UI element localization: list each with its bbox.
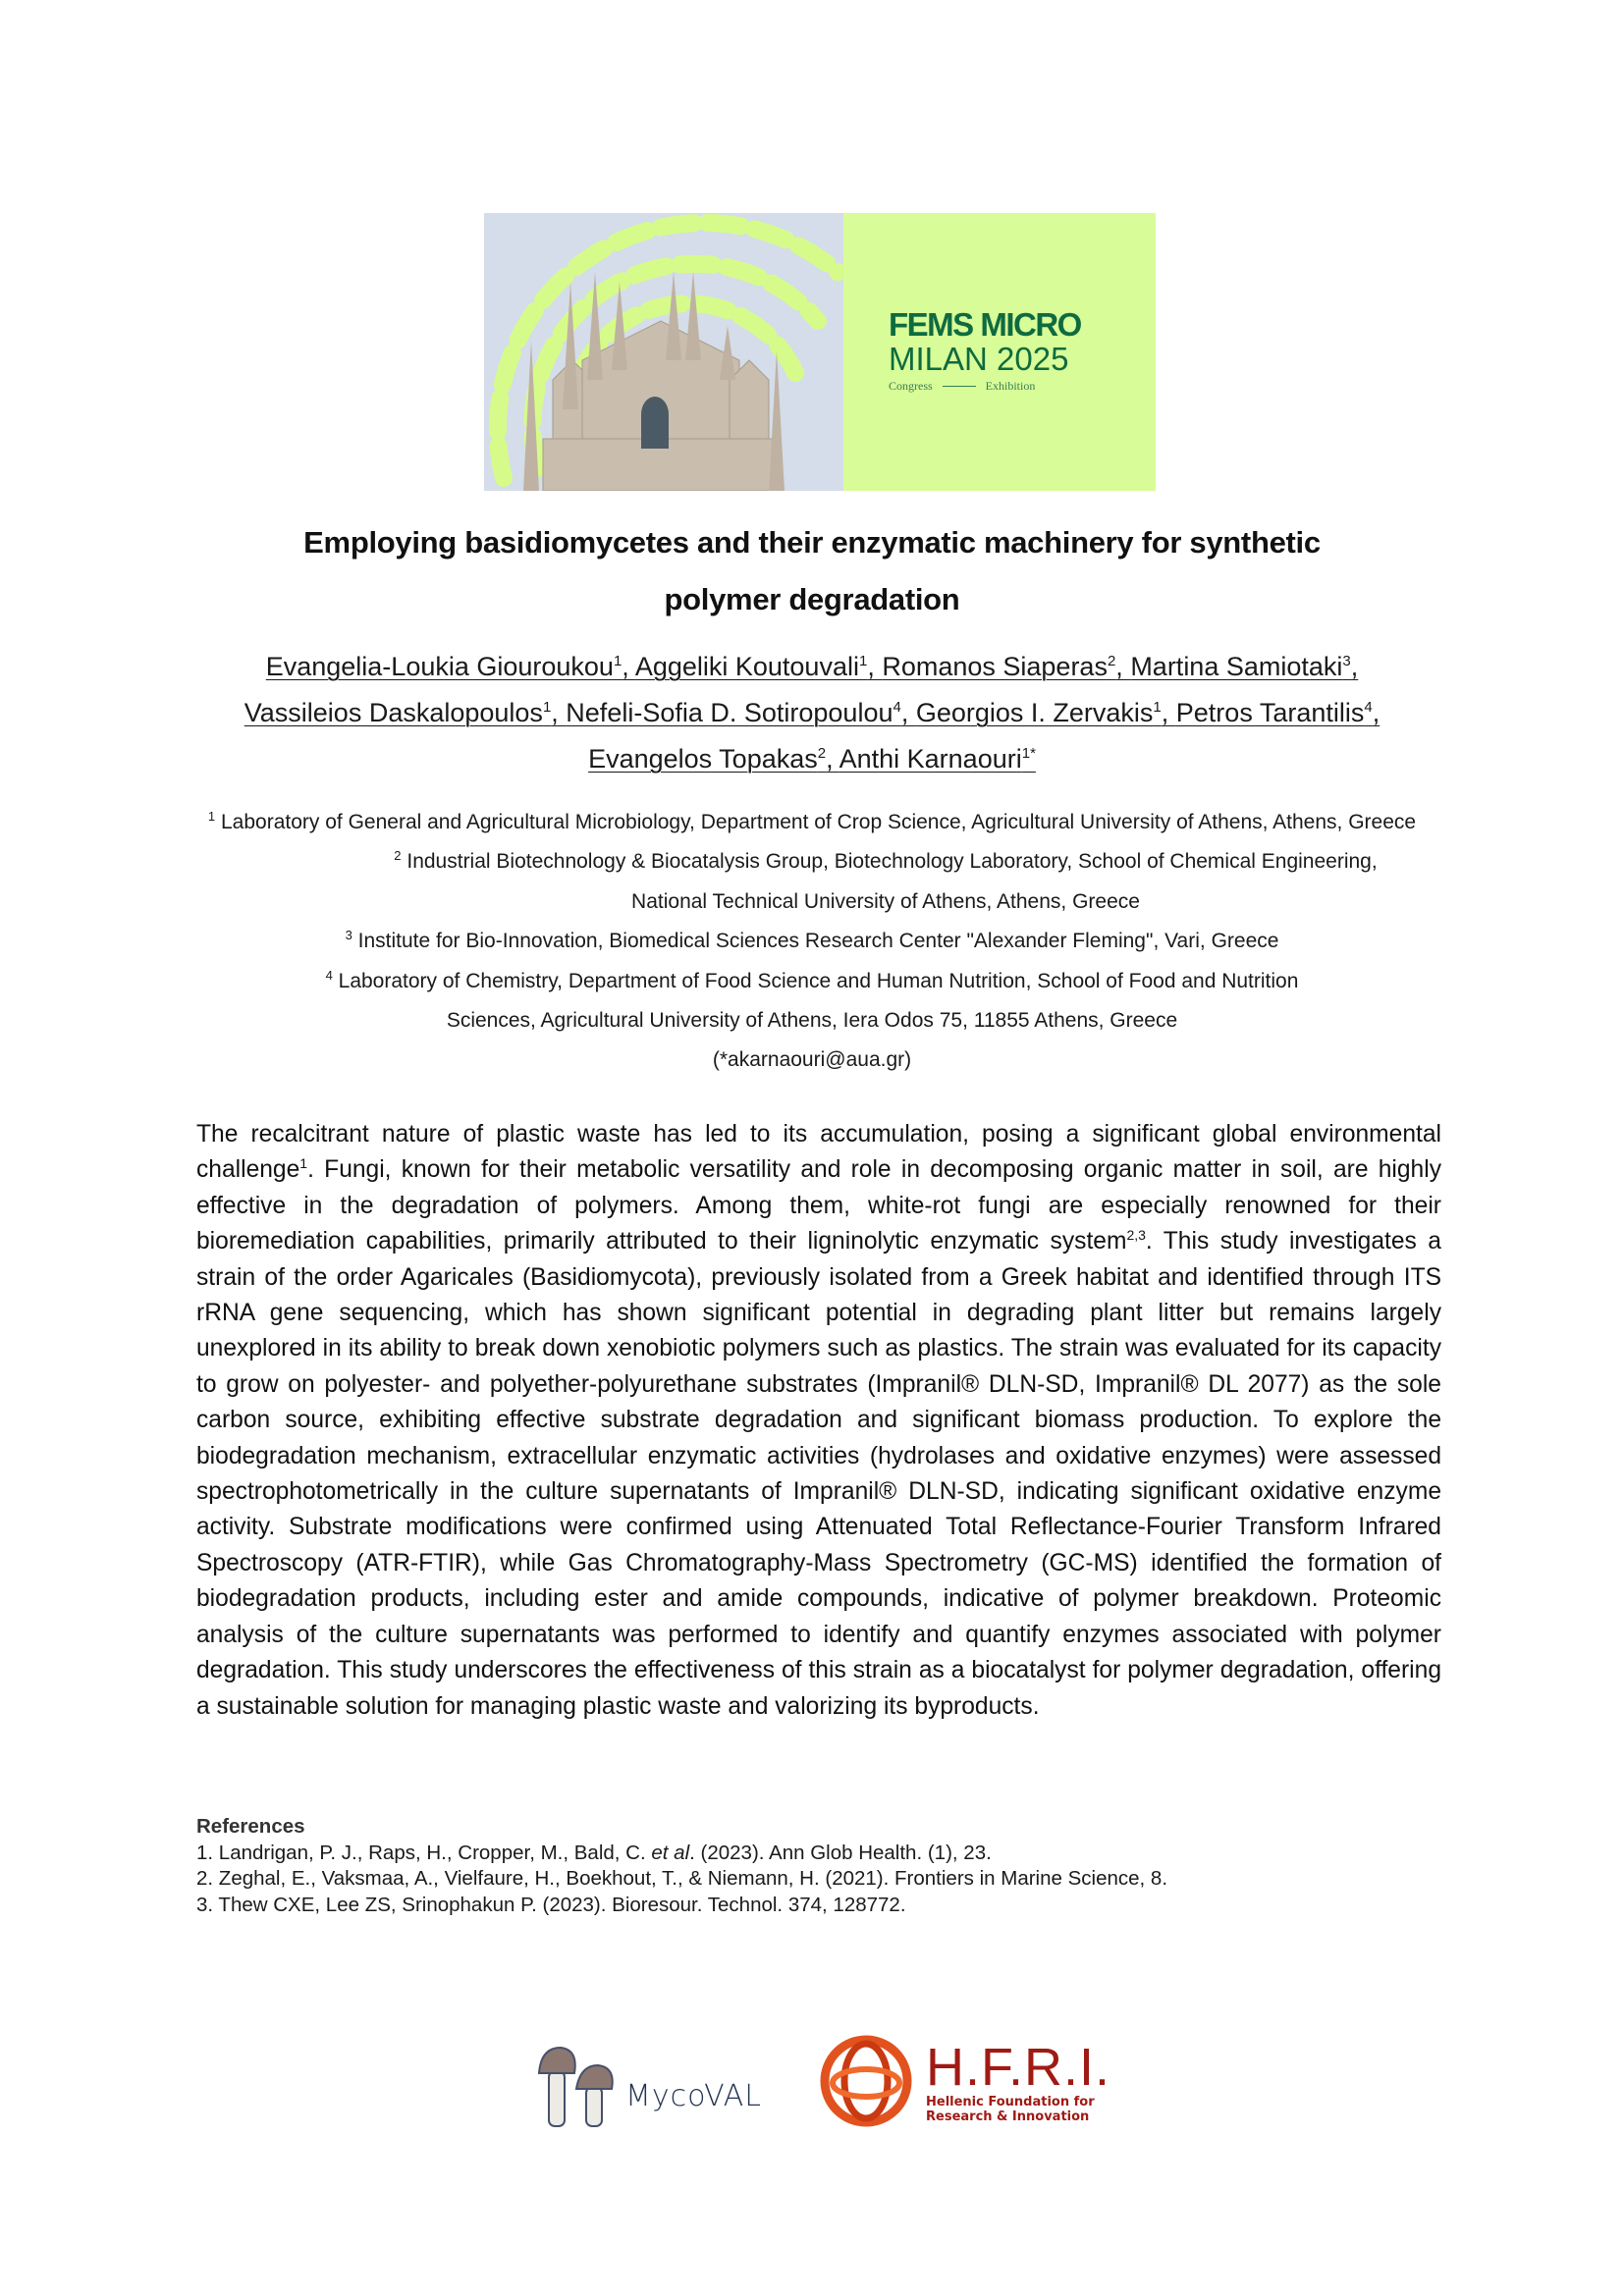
- references-heading: References: [196, 1815, 305, 1838]
- author-koutouvali: Aggeliki Koutouvali$^1$,: [634, 652, 883, 681]
- mycoval-logo: [535, 2042, 790, 2130]
- affiliation-list: [187, 803, 1437, 1081]
- author-topakas: Evangelos Topakas$^2$,: [588, 744, 839, 774]
- paper-title: [147, 514, 1477, 628]
- author-tarantilis: Petros Tarantilis$^4$,: [1175, 698, 1380, 727]
- author-sotiropoulou: Nefeli-Sofia D. Sotiropoulou$^4$,: [566, 698, 916, 727]
- conference-banner: [484, 213, 1156, 491]
- author-giouroukou: Evangelia-Loukia Giouroukou$^1$,: [265, 652, 635, 681]
- title-line-1: Employing basidiomycetes and their enzymatic machinery for synthetic: [303, 525, 1321, 560]
- milan-cathedral-image: [484, 213, 843, 491]
- reference-item: 1. Landrigan, P. J., Raps, H., Cropper, M., Bald, C. et al. (2023). Ann Glob Health. (1), 23.: [196, 1841, 992, 1864]
- sponsor-logos: [535, 2032, 1124, 2140]
- author-list: [196, 644, 1428, 782]
- abstract-body: The recalcitrant nature of plastic waste has led to its accumulation, posing a significant global environmental challenge$^1$. Fungi, known for their metabolic versatility and role in decomposing organic matter in soil, are highly effective in the degradation of polymers. Among them, white-rot fungi are especially renowned for their bioremediation capabilities, primarily attributed to their ligninolytic enzymatic system$^{2,3}$. This study investigates a strain of the order Agaricales (Basidiomycota), previously isolated from a Greek habitat and identified through ITS rRNA gene sequencing, which has shown significant potential in degrading plant litter but remains largely unexplored in its ability to break down xenobiotic polymers such as plastics. The strain was evaluated for its capacity to grow on polyester- and polyether-polyurethane substrates (Impranil® DLN-SD, Impranil® DL 2077) as the sole carbon source, exhibiting effective substrate degradation and significant biomass production. To explore the biodegradation mechanism, extracellular enzymatic activities (hydrolases and oxidative enzymes) were assessed spectrophotometrically in the culture supernatants of Impranil® DLN-SD, indicating significant oxidative enzyme activity. Substrate modifications were confirmed using Attenuated Total Reflectance-Fourier Transform Infrared Spectroscopy (ATR-FTIR), while Gas Chromatography-Mass Spectrometry (GC-MS) identified the formation of biodegradation products, including ester and amide compounds, indicative of polymer breakdown. Proteomic analysis of the culture supernatants was performed to identify and quantify enzymes associated with polymer degradation. This study underscores the effectiveness of this strain as a biocatalyst for polymer degradation, offering a sustainable solution for managing plastic waste and valorizing its byproducts.: [196, 1121, 1441, 1720]
- brand-name: FEMS MICRO: [889, 306, 1081, 343]
- author-samiotaki: Martina Samiotaki$^3$,: [1130, 652, 1359, 681]
- hfri-name-line-1: Hellenic Foundation for: [926, 2095, 1095, 2109]
- brand-tagline: [889, 379, 1081, 394]
- conference-logo: [889, 308, 1081, 394]
- author-karnaouri: Anthi Karnaouri$^{1*}$: [839, 744, 1036, 774]
- affiliation-2: $^2$ Industrial Biotechnology & Biocatalysis Group, Biotechnology Laboratory, School of Chemical Engineering, National Technical University of Athens, Athens, Greece: [394, 848, 1378, 913]
- affiliation-3: $^3$ Institute for Bio-Innovation, Biomedical Sciences Research Center "Alexander Fleming", Vari, Greece: [345, 928, 1279, 953]
- reference-item: 3. Thew CXE, Lee ZS, Srinophakun P. (2023). Bioresour. Technol. 374, 128772.: [196, 1893, 906, 1916]
- mushroom-icon: [535, 2042, 625, 2130]
- title-line-2: polymer degradation: [664, 582, 960, 616]
- hfri-emblem-icon: [820, 2032, 912, 2130]
- brand-city-year: MILAN 2025: [889, 341, 1069, 377]
- citation-2-3: 2,3: [1126, 1227, 1146, 1244]
- conference-brand-panel: [843, 213, 1156, 491]
- reference-item: 2. Zeghal, E., Vaksmaa, A., Vielfaure, H., Boekhout, T., & Niemann, H. (2021). Frontiers in Marine Science, 8.: [196, 1867, 1168, 1890]
- corresponding-email[interactable]: (*akarnaouri@aua.gr): [712, 1048, 912, 1072]
- tagline-exhibition: Exhibition: [985, 379, 1036, 393]
- hfri-abbreviation: H.F.R.I.: [926, 2038, 1111, 2097]
- hfri-name-line-2: Research & Innovation: [926, 2109, 1090, 2124]
- author-zervakis: Georgios I. Zervakis$^1$,: [915, 698, 1176, 727]
- tagline-congress: Congress: [889, 379, 933, 393]
- cathedral-illustration-icon: [484, 213, 843, 491]
- affiliation-1: $^1$ Laboratory of General and Agricultural Microbiology, Department of Crop Science, Agricultural University of Athens, Athens, Greece: [207, 809, 1417, 833]
- affiliation-4: $^4$ Laboratory of Chemistry, Department of Food Science and Human Nutrition, School of Food and Nutrition Sciences, Agricultural University of Athens, Iera Odos 75, 11855 Athens, Greece: [325, 967, 1299, 1033]
- hfri-logo: [926, 2040, 1110, 2124]
- author-siaperas: Romanos Siaperas$^2$,: [882, 652, 1131, 681]
- author-daskalopoulos: Vassileios Daskalopoulos$^1$,: [244, 698, 567, 727]
- tagline-divider: [943, 386, 976, 387]
- citation-1: 1: [299, 1155, 308, 1172]
- references-section: [196, 1814, 1441, 1918]
- mycoval-wordmark: MycoVAL: [625, 2079, 762, 2113]
